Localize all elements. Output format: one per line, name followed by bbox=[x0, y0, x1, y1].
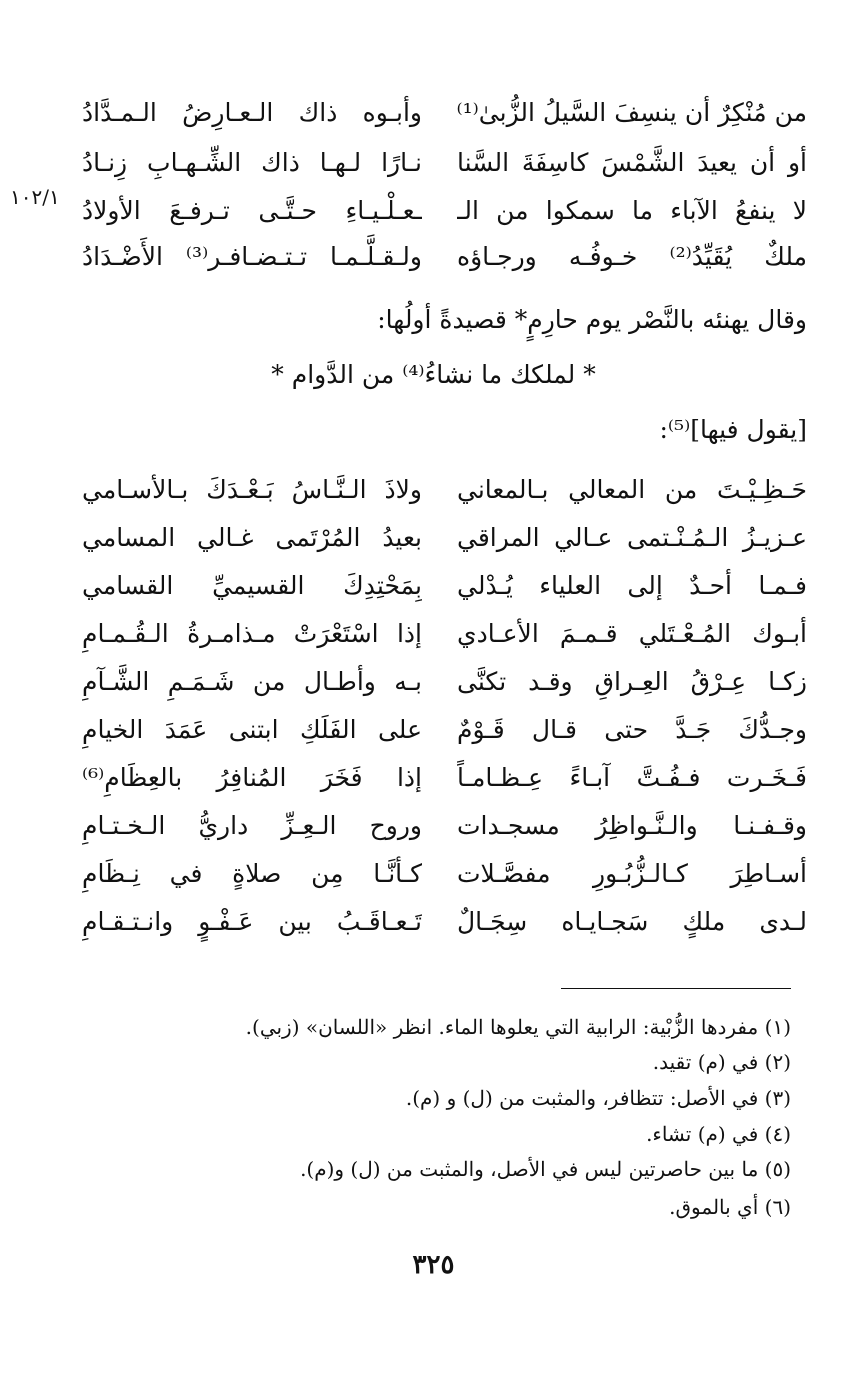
verse-left-hemistich: ـعـلْـيـاءِ حـتَّـى تـرفـعَ الأولادُ bbox=[82, 196, 422, 225]
verse-left-hemistich: تَـعـاقَـبُ بين عَـفْـوٍ وانـتـقـامِ bbox=[82, 907, 422, 936]
verse-line bbox=[0, 657, 867, 707]
verse-line bbox=[0, 801, 867, 851]
verse-left-hemistich: على الفَلَكِ ابتنى عَمَدَ الخيامِ bbox=[82, 715, 422, 744]
footnote: (٣) في الأصل: تتظافر، والمثبت من (ل) و (م). bbox=[405, 1086, 791, 1110]
verse-line bbox=[0, 753, 867, 803]
verse-left-hemistich: ولاذَ الـنَّـاسُ بَـعْـدَكَ بـالأسـامي bbox=[82, 475, 422, 504]
verse-right-hemistich: حَـظِـيْـتَ من المعالي بـالمعاني bbox=[457, 475, 807, 504]
verse-right-hemistich: فَـخَـرت فـفُـتَّ آبـاءً عِـظـامـاً bbox=[457, 763, 807, 792]
verse-left-hemistich: وأبـوه ذاك الـعـارِضُ الـمـدَّادُ bbox=[82, 98, 422, 127]
verse-line bbox=[0, 561, 867, 611]
verse-left-hemistich: بـه وأطـال من شَـمَـمِ الشَّـآمِ bbox=[82, 667, 422, 696]
footnote: (٥) ما بين حاصرتين ليس في الأصل، والمثبت من (ل) و(م). bbox=[300, 1157, 791, 1181]
verse-left-hemistich: إذا اسْتَعْرَتْ مـذامـرةُ الـقُـمـامِ bbox=[82, 619, 422, 648]
verse-line bbox=[0, 88, 867, 138]
verse-line bbox=[0, 465, 867, 515]
verse-left-hemistich: نـارًا لـهـا ذاك الشِّـهـابِ زِنـادُ bbox=[82, 148, 422, 177]
verse-line bbox=[0, 513, 867, 563]
verse-left-hemistich: ولـقـلَّـمـا تـتـضـافـر⁽³⁾ الأَضْـدَادُ bbox=[82, 242, 422, 271]
footnote: (٦) أي بالموق. bbox=[669, 1195, 791, 1219]
verse-left-hemistich: كـأنَّـا مِن صلاةٍ في نِـظَامِ bbox=[82, 859, 422, 888]
verse-line bbox=[0, 232, 867, 282]
verse-line bbox=[0, 897, 867, 947]
footnote: (٢) في (م) تقيد. bbox=[652, 1050, 791, 1074]
verse-left-hemistich: إذا فَخَرَ المُنافِرُ بالعِظَامِ⁽⁶⁾ bbox=[82, 763, 422, 792]
verse-line bbox=[0, 705, 867, 755]
verse-left-hemistich: وروح الـعِـزِّ داريُّ الـخـتـامِ bbox=[82, 811, 422, 840]
verse-right-hemistich: لا ينفعُ الآباء ما سمكوا من الـ bbox=[457, 196, 807, 225]
verse-right-hemistich: أو أن يعيدَ الشَّمْسَ كاسِفَةَ السَّنا bbox=[457, 148, 807, 177]
verse-right-hemistich: عـزيـزُ الـمُـنْـتمى عـالي المراقي bbox=[457, 523, 807, 552]
verse-line bbox=[0, 138, 867, 188]
section-note: [يقول فيها]⁽⁵⁾: bbox=[659, 415, 807, 444]
footnote-divider bbox=[561, 988, 791, 989]
verse-line bbox=[0, 186, 867, 236]
footnote: (٤) في (م) تشاء. bbox=[646, 1122, 791, 1146]
verse-right-hemistich: ملكٌ يُقَيِّدُ⁽²⁾ خـوفُـه ورجـاؤه bbox=[457, 242, 807, 271]
page-number: ٣٢٥ bbox=[412, 1250, 455, 1280]
verse-right-hemistich: فـمـا أحـدٌ إلى العلياء يُـدْلي bbox=[457, 571, 807, 600]
intro-line: وقال يهنئه بالنَّصْر يوم حارِمٍ* قصيدةً أولُها: bbox=[377, 305, 807, 334]
verse-right-hemistich: وقـفـنـا والـنَّـواظِرُ مسجـدات bbox=[457, 811, 807, 840]
verse-left-hemistich: بِمَحْتِدِكَ القسيميِّ القسامي bbox=[82, 571, 422, 600]
verse-left-hemistich: بعيدُ المُرْتَمى غـالي المسامي bbox=[82, 523, 422, 552]
verse-right-hemistich: أبـوك المُـعْـتَلي قـمـمَ الأعـادي bbox=[457, 619, 807, 648]
verse-line bbox=[0, 609, 867, 659]
opening-hemistich: * لملكك ما نشاءُ⁽⁴⁾ من الدَّوام * bbox=[271, 360, 596, 389]
verse-right-hemistich: زكـا عِـرْقُ العِـراقِ وقـد تكنَّى bbox=[457, 667, 807, 696]
verse-line bbox=[0, 849, 867, 899]
margin-reference: ١٠٢/١ bbox=[10, 185, 60, 209]
verse-right-hemistich: أسـاطِرَ كـالـزُّبُـورِ مفصَّـلات bbox=[457, 859, 807, 888]
verse-right-hemistich: لـدى ملكٍ سَجـايـاه سِجَـالٌ bbox=[457, 907, 807, 936]
footnote: (١) مفردها الزُّبْية: الرابية التي يعلوها الماء. انظر «اللسان» (زبي). bbox=[245, 1015, 791, 1039]
verse-right-hemistich: وجـدُّكَ جَـدَّ حتى قـال قَـوْمٌ bbox=[457, 715, 807, 744]
verse-right-hemistich: من مُنْكِرٌ أن ينسِفَ السَّيلُ الزُّبىٰ⁽¹⁾ bbox=[457, 98, 807, 127]
